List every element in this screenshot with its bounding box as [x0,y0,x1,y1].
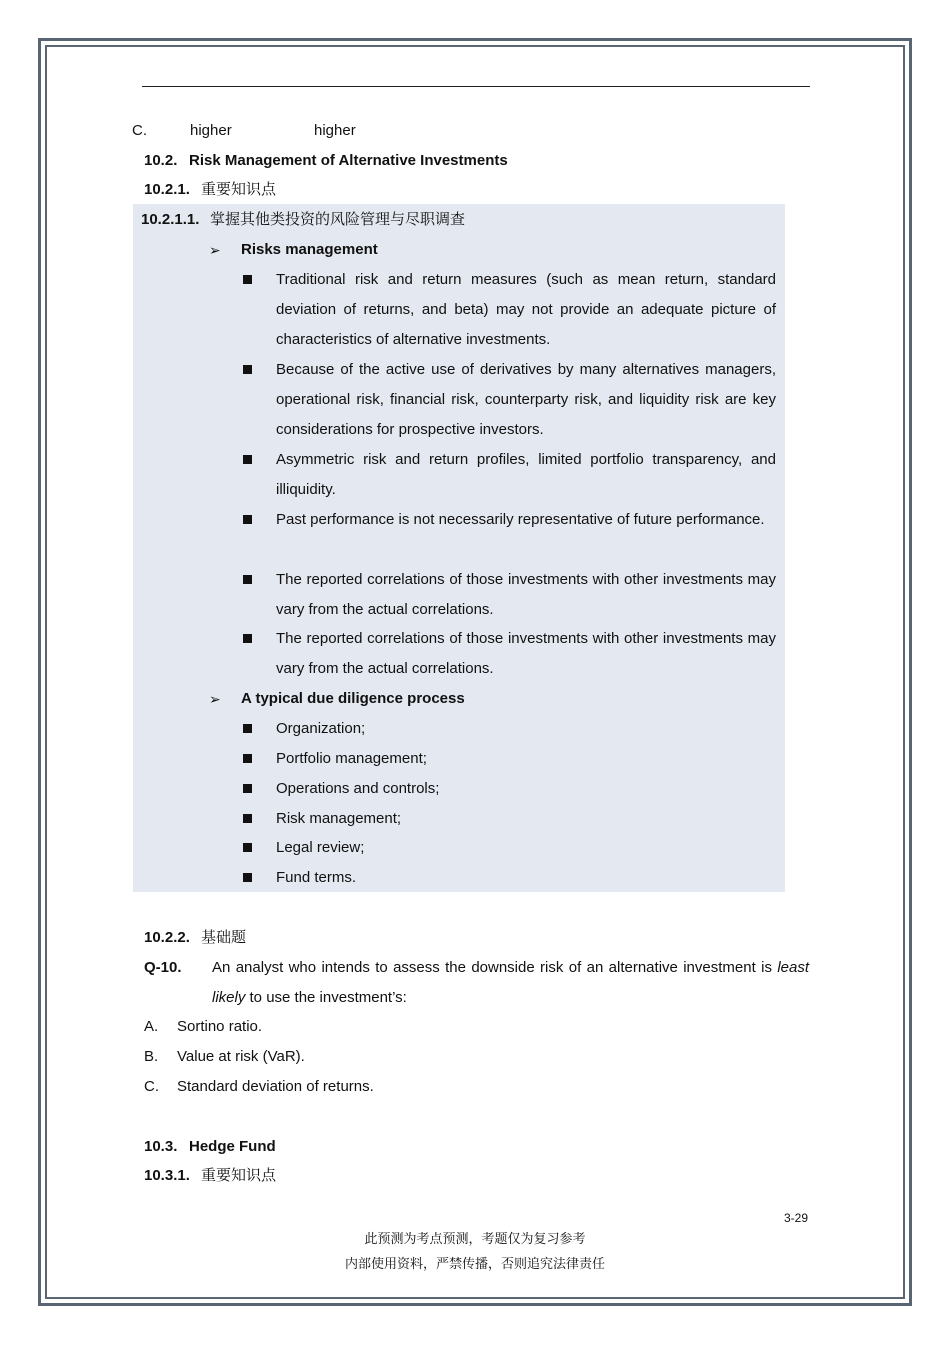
due-diligence-item: Legal review; [276,839,365,856]
risk-item: Traditional risk and return measures (such as mean return, standard deviation of returns, and beta) may not provide an adequate picture of characteristics of alternative investments. [276,271,776,348]
page-number: 3-29 [783,1211,808,1225]
square-bullet-icon [243,784,252,793]
risks-heading: Risks management [241,241,378,258]
square-bullet-icon [243,843,252,852]
section-10-3-number: 10.3. [144,1138,178,1155]
option-letter-a: A. [144,1018,159,1035]
question-id: Q-10. [144,959,182,976]
square-bullet-icon [243,873,252,882]
due-diligence-item: Organization; [276,720,366,737]
header-rule [142,86,810,87]
section-10-2-2-title: 基础题 [201,929,247,946]
square-bullet-icon [243,275,252,284]
square-bullet-icon [243,634,252,643]
risk-item: The reported correlations of those investments with other investments may vary from the actual correlations. [276,571,776,618]
square-bullet-icon [243,724,252,733]
section-10-3-title: Hedge Fund [189,1138,276,1155]
footer-disclaimer-2: 内部使用资料，严禁传播，否则追究法律责任 [344,1256,605,1271]
due-diligence-item: Operations and controls; [276,780,440,797]
square-bullet-icon [243,754,252,763]
option-letter-b: B. [144,1048,159,1065]
square-bullet-icon [243,455,252,464]
prev-option-letter: C. [132,122,147,139]
arrow-bullet-icon: ➢ [209,242,221,258]
prev-option-col2: higher [314,122,356,139]
risk-item: Past performance is not necessarily representative of future performance. [276,511,765,528]
section-10-2-1-number: 10.2.1. [144,181,190,198]
prev-option-col1: higher [190,122,232,139]
option-letter-c: C. [144,1078,159,1095]
section-10-2-title: Risk Management of Alternative Investments [189,152,508,169]
question-text-before: An analyst who intends to assess the downside risk of an alternative investment is [212,959,778,976]
due-diligence-item: Portfolio management; [276,750,427,767]
due-diligence-item: Risk management; [276,810,402,827]
question-stem [212,953,809,1013]
risk-item: The reported correlations of those investments with other investments may vary from the actual correlations. [276,630,776,677]
risk-item: Asymmetric risk and return profiles, limited portfolio transparency, and illiquidity. [276,451,776,498]
section-10-2-2-number: 10.2.2. [144,929,190,946]
question-emphasis: least likely [212,959,809,1006]
option-text-c: Standard deviation of returns. [177,1078,374,1095]
square-bullet-icon [243,575,252,584]
question-text-after: to use the investment’s: [245,989,407,1006]
section-10-3-1-title: 重要知识点 [201,1167,277,1184]
section-10-2-1-title: 重要知识点 [201,181,277,198]
section-10-3-1-number: 10.3.1. [144,1167,190,1184]
section-10-2-1-1-number: 10.2.1.1. [141,211,200,228]
square-bullet-icon [243,515,252,524]
square-bullet-icon [243,365,252,374]
option-text-b: Value at risk (VaR). [177,1048,305,1065]
square-bullet-icon [243,814,252,823]
due-diligence-item: Fund terms. [276,869,357,886]
section-10-2-1-1-title: 掌握其他类投资的风险管理与尽职调查 [210,211,466,228]
footer-disclaimer-1: 此预测为考点预测，考题仅为复习参考 [364,1231,586,1246]
arrow-bullet-icon: ➢ [209,691,221,707]
risk-item: Because of the active use of derivatives by many alternatives managers, operational risk, financial risk, counterparty risk, and liquidity risk are key considerations for prospective investors. [276,361,776,438]
section-10-2-number: 10.2. [144,152,178,169]
due-diligence-heading: A typical due diligence process [241,690,465,707]
option-text-a: Sortino ratio. [177,1018,263,1035]
